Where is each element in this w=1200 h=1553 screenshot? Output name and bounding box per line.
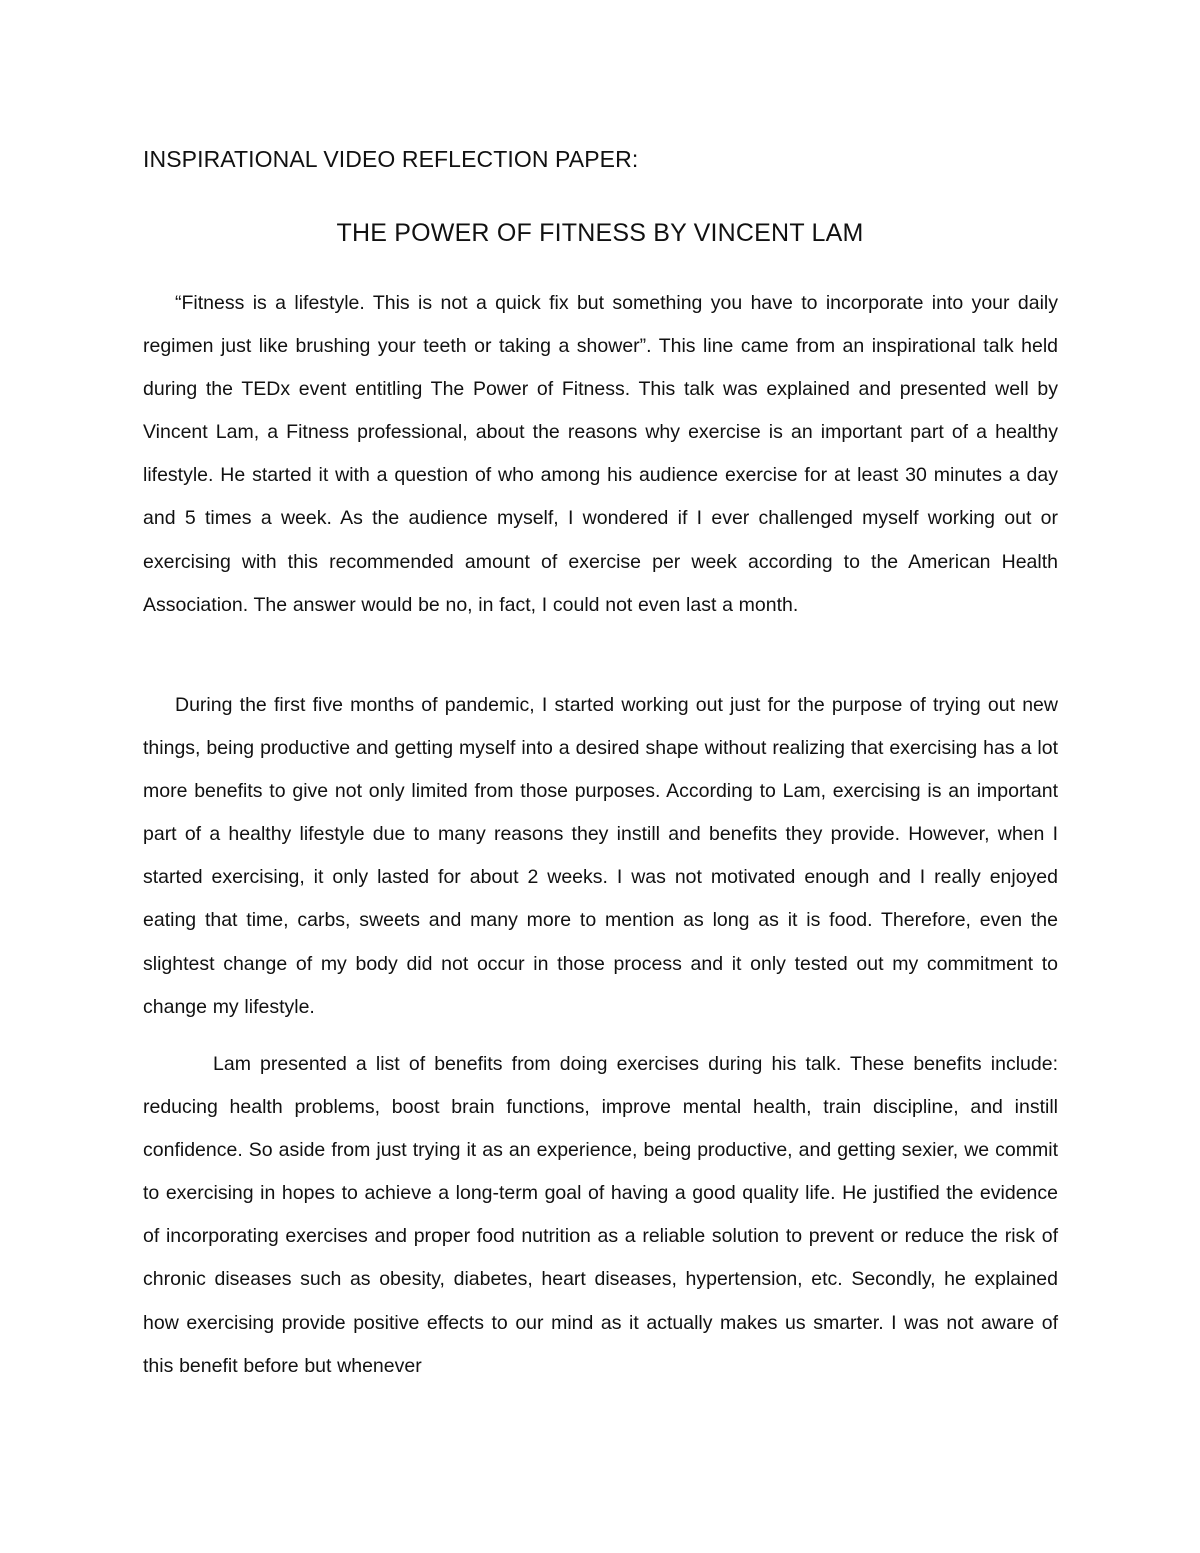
paragraph-3: Lam presented a list of benefits from doing exercises during his talk. These benefits include: reducing health problems, boost brain functions, improve mental health, train discipline, and instill confidence. So aside from just trying it as an experience, being productive, and getting sexier, we commit to exercising in hopes to achieve a long-term goal of having a good quality life. He justified the evidence of incorporating exercises and proper food nutrition as a reliable solution to prevent or reduce the risk of chronic diseases such as obesity, diabetes, heart diseases, hypertension, etc. Secondly, he explained how exercising provide positive effects to our mind as it actually makes us smarter. I was not aware of this benefit before but whenever xyxy=(143,1053,1058,1377)
document-heading: INSPIRATIONAL VIDEO REFLECTION PAPER: xyxy=(143,146,639,172)
paragraph-1: “Fitness is a lifestyle. This is not a quick fix but something you have to incorporate into your daily regimen just like brushing your teeth or taking a shower”. This line came from an inspirational talk held during the TEDx event entitling The Power of Fitness. This talk was explained and presented well by Vincent Lam, a Fitness professional, about the reasons why exercise is an important part of a healthy lifestyle. He started it with a question of who among his audience exercise for at least 30 minutes a day and 5 times a week. As the audience myself, I wondered if I ever challenged myself working out or exercising with this recommended amount of exercise per week according to the American Health Association. The answer would be no, in fact, I could not even last a month. xyxy=(143,292,1058,616)
paragraph-2: During the first five months of pandemic, I started working out just for the purpose of trying out new things, being productive and getting myself into a desired shape without realizing that exercising has a lot more benefits to give not only limited from those purposes. According to Lam, exercising is an important part of a healthy lifestyle due to many reasons they instill and benefits they provide. However, when I started exercising, it only lasted for about 2 weeks. I was not motivated enough and I really enjoyed eating that time, carbs, sweets and many more to mention as long as it is food. Therefore, even the slightest change of my body did not occur in those process and it only tested out my commitment to change my lifestyle. xyxy=(143,694,1058,1018)
document-title: THE POWER OF FITNESS BY VINCENT LAM xyxy=(336,219,864,247)
